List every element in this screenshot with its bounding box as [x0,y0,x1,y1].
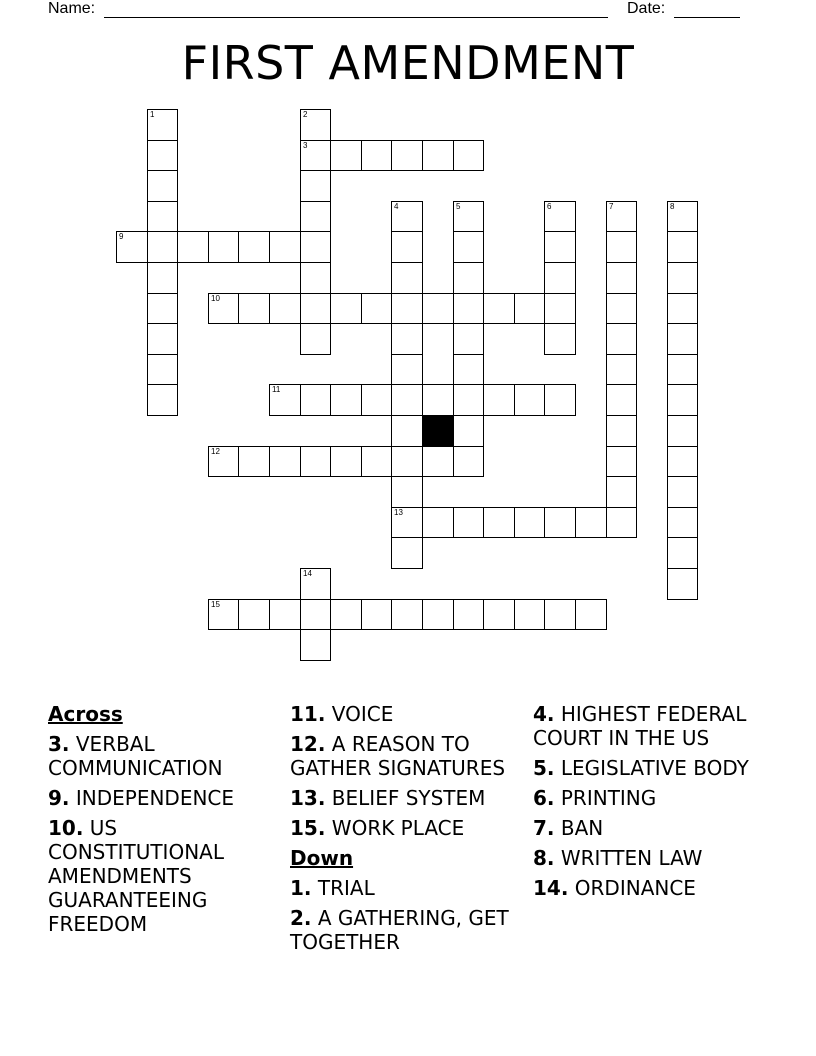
grid-cell[interactable] [391,537,423,569]
grid-cell[interactable] [544,599,576,630]
clue-number-label: 3 [303,141,308,150]
clue-down-4 [533,702,769,750]
clue-number-label: 5 [456,202,461,211]
grid-cell[interactable] [514,384,545,416]
clue-text: LEGISLATIVE BODY [554,756,749,780]
grid-cell[interactable] [391,384,423,416]
clue-number: 13. [290,786,326,810]
grid-cell[interactable] [544,201,576,232]
black-cell [422,415,454,447]
grid-cell[interactable] [238,599,270,630]
clue-number: 6. [533,786,555,810]
clue-column-3 [533,702,769,906]
grid-cell[interactable] [667,537,698,569]
clue-number: 7. [533,816,555,840]
grid-cell[interactable] [300,629,331,661]
grid-cell[interactable] [575,599,607,630]
grid-cell[interactable] [300,384,331,416]
clue-down-5 [533,756,769,780]
grid-cell[interactable] [606,446,637,477]
grid-cell[interactable] [453,507,484,538]
grid-cell[interactable] [391,201,423,232]
clue-number-label: 11 [272,385,281,394]
grid-cell[interactable] [391,323,423,355]
grid-cell[interactable] [667,415,698,447]
grid-cell[interactable] [391,415,423,447]
grid-cell[interactable] [177,231,209,263]
grid-cell[interactable] [606,293,637,324]
grid-cell[interactable] [391,476,423,508]
grid-cell[interactable] [269,231,301,263]
clue-down-8 [533,846,769,870]
clue-across-12 [290,732,526,780]
grid-cell[interactable] [544,323,576,355]
grid-cell[interactable] [147,231,178,263]
grid-cell[interactable] [667,262,698,294]
name-label: Name: [48,0,96,17]
clue-number-label: 10 [211,294,220,303]
clue-number: 1. [290,876,312,900]
grid-cell[interactable] [147,262,178,294]
grid-cell[interactable] [667,231,698,263]
grid-cell[interactable] [300,109,331,141]
grid-cell[interactable] [514,507,545,538]
clue-number: 4. [533,702,555,726]
grid-cell[interactable] [422,446,454,477]
grid-cell[interactable] [147,293,178,324]
clue-down-14 [533,876,769,900]
grid-cell[interactable] [544,293,576,324]
clue-across-10 [48,816,284,936]
clue-text: A REASON TO GATHER SIGNATURES [290,732,506,780]
clue-number-label: 13 [394,508,403,517]
clue-across-11 [290,702,526,726]
grid-cell[interactable] [300,446,331,477]
grid-cell[interactable] [453,201,484,232]
grid-cell[interactable] [667,507,698,538]
grid-cell[interactable] [422,599,454,630]
grid-cell[interactable] [514,599,545,630]
grid-cell[interactable] [361,384,392,416]
grid-cell[interactable] [330,384,362,416]
grid-cell[interactable] [606,507,637,538]
grid-cell[interactable] [606,231,637,263]
grid-cell[interactable] [667,568,698,600]
grid-cell[interactable] [483,507,515,538]
clue-column-1 [48,702,284,942]
grid-cell[interactable] [330,599,362,630]
grid-cell[interactable] [300,170,331,202]
grid-cell[interactable] [361,140,392,171]
grid-cell[interactable] [667,384,698,416]
grid-cell[interactable] [208,599,239,630]
clue-number-label: 6 [547,202,552,211]
grid-cell[interactable] [606,384,637,416]
page-title: FIRST AMENDMENT [181,36,635,90]
clue-text: PRINTING [554,786,657,810]
clue-number: 11. [290,702,326,726]
grid-cell[interactable] [667,446,698,477]
grid-cell[interactable] [667,354,698,385]
grid-cell[interactable] [453,415,484,447]
grid-cell[interactable] [147,201,178,232]
grid-cell[interactable] [300,262,331,294]
grid-cell[interactable] [300,201,331,232]
grid-cell[interactable] [391,231,423,263]
clue-down-1 [290,876,526,900]
clue-column-2 [290,702,526,960]
grid-cell[interactable] [391,354,423,385]
grid-cell[interactable] [208,446,239,477]
grid-cell[interactable] [208,293,239,324]
clue-text: WORK PLACE [325,816,465,840]
clue-number-label: 8 [670,202,675,211]
grid-cell[interactable] [391,262,423,294]
grid-cell[interactable] [453,262,484,294]
clue-down-7 [533,816,769,840]
grid-cell[interactable] [606,262,637,294]
grid-cell[interactable] [422,293,454,324]
grid-cell[interactable] [330,446,362,477]
grid-cell[interactable] [238,446,270,477]
grid-cell[interactable] [483,599,515,630]
grid-cell[interactable] [361,446,392,477]
grid-cell[interactable] [269,599,301,630]
grid-cell[interactable] [361,599,392,630]
grid-cell[interactable] [544,231,576,263]
grid-cell[interactable] [544,384,576,416]
across-heading: Across [48,702,123,726]
grid-cell[interactable] [667,293,698,324]
grid-cell[interactable] [575,507,607,538]
grid-cell[interactable] [422,140,454,171]
grid-cell[interactable] [483,293,515,324]
clue-number: 2. [290,906,312,930]
clue-number: 8. [533,846,555,870]
clue-across-13 [290,786,526,810]
grid-cell[interactable] [208,231,239,263]
grid-cell[interactable] [453,354,484,385]
clue-number-label: 2 [303,110,308,119]
grid-cell[interactable] [238,231,270,263]
grid-cell[interactable] [514,293,545,324]
clue-across-3 [48,732,284,780]
clue-down-2 [290,906,526,954]
grid-cell[interactable] [147,323,178,355]
clue-text: TRIAL [311,876,375,900]
grid-cell[interactable] [667,323,698,355]
clue-text: US CONSTITUTIONAL AMENDMENTS GUARANTEEING FREEDOM [48,816,224,936]
clue-text: A GATHERING, GET TOGETHER [290,906,509,954]
clue-number-label: 12 [211,447,220,456]
grid-cell[interactable] [147,170,178,202]
grid-cell[interactable] [147,354,178,385]
clue-number: 15. [290,816,326,840]
grid-cell[interactable] [269,293,301,324]
grid-cell[interactable] [147,109,178,141]
grid-cell[interactable] [238,293,270,324]
clue-number-label: 7 [609,202,614,211]
grid-cell[interactable] [544,262,576,294]
grid-cell[interactable] [453,599,484,630]
grid-cell[interactable] [147,140,178,171]
date-label: Date: [627,0,666,17]
clue-number: 5. [533,756,555,780]
grid-cell[interactable] [453,446,484,477]
clue-number: 10. [48,816,84,840]
grid-cell[interactable] [667,201,698,232]
grid-cell[interactable] [300,293,331,324]
clue-text: BELIEF SYSTEM [325,786,486,810]
clue-text: HIGHEST FEDERAL COURT IN THE US [533,702,747,750]
grid-cell[interactable] [453,384,484,416]
clue-number-label: 9 [119,232,124,241]
grid-cell[interactable] [453,140,484,171]
grid-cell[interactable] [422,507,454,538]
grid-cell[interactable] [606,201,637,232]
clue-text: ORDINANCE [568,876,696,900]
clue-number-label: 15 [211,600,220,609]
grid-cell[interactable] [269,384,301,416]
grid-cell[interactable] [391,599,423,630]
clue-number: 12. [290,732,326,756]
grid-cell[interactable] [391,140,423,171]
grid-cell[interactable] [544,507,576,538]
grid-cell[interactable] [300,140,331,171]
grid-cell[interactable] [330,140,362,171]
grid-cell[interactable] [606,476,637,508]
clue-down-6 [533,786,769,810]
grid-cell[interactable] [330,293,362,324]
grid-cell[interactable] [453,323,484,355]
grid-cell[interactable] [361,293,392,324]
clue-number: 3. [48,732,70,756]
clue-text: WRITTEN LAW [554,846,703,870]
clue-number-label: 4 [394,202,399,211]
grid-cell[interactable] [391,507,423,538]
grid-cell[interactable] [147,384,178,416]
clue-number-label: 1 [150,110,155,119]
clue-text: INDEPENDENCE [69,786,235,810]
clue-text: VERBAL COMMUNICATION [48,732,223,780]
grid-cell[interactable] [116,231,148,263]
grid-cell[interactable] [667,476,698,508]
clue-across-9 [48,786,284,810]
clue-across-15 [290,816,526,840]
grid-cell[interactable] [453,293,484,324]
down-heading: Down [290,846,354,870]
grid-cell[interactable] [300,323,331,355]
grid-cell[interactable] [391,293,423,324]
clue-number: 9. [48,786,70,810]
grid-cell[interactable] [606,415,637,447]
grid-cell[interactable] [606,354,637,385]
grid-cell[interactable] [422,384,454,416]
clue-text: VOICE [325,702,394,726]
clue-number: 14. [533,876,569,900]
grid-cell[interactable] [453,231,484,263]
grid-cell[interactable] [300,231,331,263]
clue-text: BAN [554,816,604,840]
grid-cell[interactable] [269,446,301,477]
grid-cell[interactable] [483,384,515,416]
grid-cell[interactable] [391,446,423,477]
grid-cell[interactable] [300,599,331,630]
grid-cell[interactable] [606,323,637,355]
grid-cell[interactable] [300,568,331,600]
clue-number-label: 14 [303,569,312,578]
